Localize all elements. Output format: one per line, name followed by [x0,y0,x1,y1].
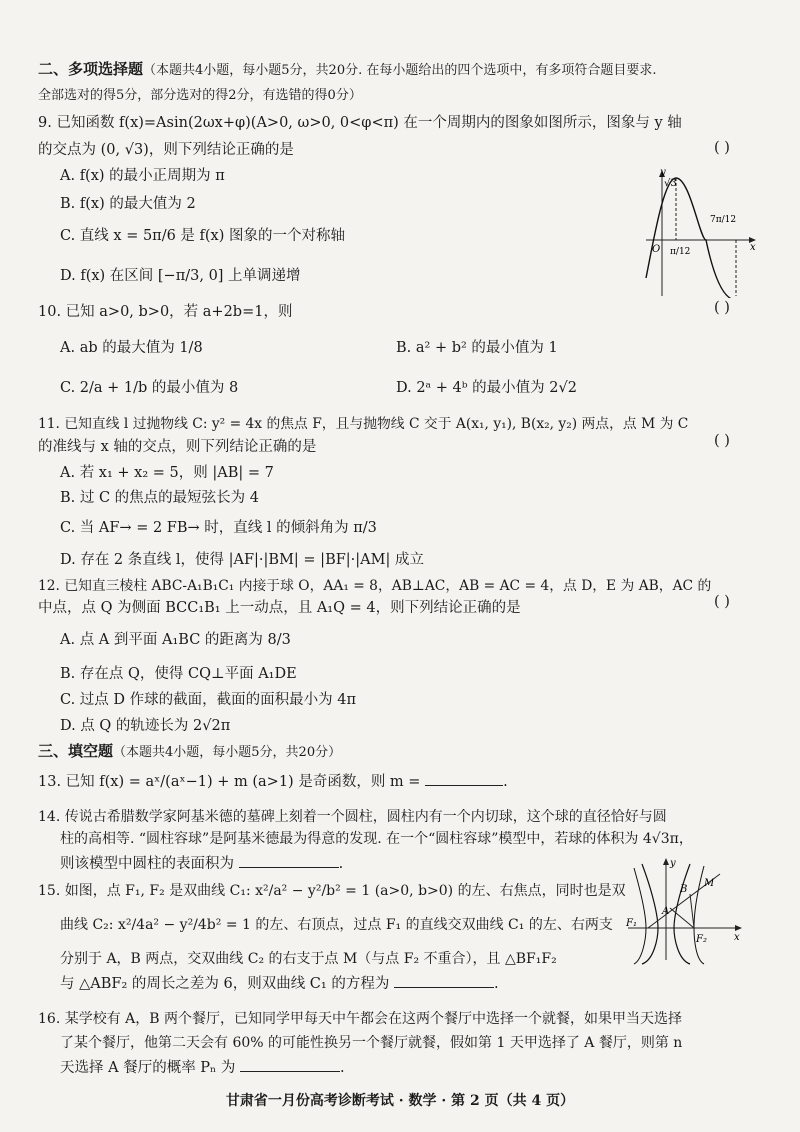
q9-label-sqrt3: √3 [664,178,677,189]
q15-line-3: 分别于 A，B 两点，交双曲线 C₂ 的右支于点 M（与点 F₂ 不重合），且 △BF₁F₂ [60,951,557,967]
q16-line-2: 了某个餐厅，他第二天会有 60% 的可能性换另一个餐厅就餐，假如第 1 天甲选择了 A 餐厅，则第 n [60,1035,683,1051]
q9-option-d: D. f(x) 在区间 [−π/3, 0] 上单调递增 [60,268,301,284]
q9-option-b: B. f(x) 的最大值为 2 [60,196,196,212]
q16-end: . [340,1060,345,1076]
q12-option-a: A. 点 A 到平面 A₁BC 的距离为 8/3 [60,632,291,648]
q14-end: . [338,856,344,872]
q15-line-2: 曲线 C₂: x²/4a² − y²/4b² = 1 的左、右顶点，过点 F₁ 的直线交双曲线 C₁ 的左、右两支 [60,917,613,933]
q15-line-4: 与 △ABF₂ 的周长之差为 6，则双曲线 C₁ 的方程为 [60,976,390,992]
q13-answer-blank[interactable] [425,785,503,786]
section3-header [38,740,341,761]
q9-curve [646,178,736,298]
q15-line-1: 15. 如图，点 F₁, F₂ 是双曲线 C₁: x²/a² − y²/b² = 1 (a>0, b>0) 的左、右焦点，同时也是双 [38,883,626,899]
q9-option-c: C. 直线 x = 5π/6 是 f(x) 图象的一个对称轴 [60,228,346,244]
q9-option-a: A. f(x) 的最小正周期为 π [60,168,225,184]
q11-answer-paren: ( ) [714,433,730,449]
q15-line-BF2 [690,894,694,928]
q12-option-d: D. 点 Q 的轨迹长为 2√2π [60,718,231,734]
q10-option-a: A. ab 的最大值为 1/8 [60,340,203,356]
q15-x-arrow [735,925,742,931]
q15-end: . [493,976,499,992]
q9-label-origin: O [652,244,661,255]
q11-stem-2: 的准线与 x 轴的交点，则下列结论正确的是 [38,439,317,455]
q11-option-d: D. 存在 2 条直线 l，使得 |AF|·|BM| = |BF|·|AM| 成立 [60,552,424,568]
q15-y-arrow [663,858,669,865]
q13-line [38,770,508,791]
q15-line-4-wrap [60,972,499,993]
q16-answer-blank[interactable] [240,1071,340,1072]
q16-line-3-wrap [60,1056,345,1077]
q15-c1-right [674,864,690,964]
q14-answer-blank[interactable] [239,867,339,868]
q10-stem: 10. 已知 a>0, b>0，若 a+2b=1，则 [38,304,293,320]
q12-answer-paren: ( ) [714,594,730,610]
section2-header [38,58,657,79]
q15-c2-right [694,866,704,964]
q9-sine-graph [640,168,760,298]
q10-answer-paren: ( ) [714,300,730,316]
q15-label-x: x [734,932,740,943]
q14-line-3: 则该模型中圆柱的表面积为 [60,856,234,872]
q9-label-7pi12: 7π/12 [710,215,737,225]
q9-label-pi12: π/12 [670,247,691,257]
q9-label-x: x [750,242,756,253]
q11-stem-1: 11. 已知直线 l 过抛物线 C: y² = 4x 的焦点 F，且与抛物线 C 交于 A(x₁, y₁), B(x₂, y₂) 两点，点 M 为 C [38,416,689,432]
q14-line-3-wrap [60,852,343,873]
q10-option-b: B. a² + b² 的最小值为 1 [396,340,558,356]
q11-option-a: A. 若 x₁ + x₂ = 5，则 |AB| = 7 [60,465,274,481]
section2-title: 二、多项选择题 [38,60,144,78]
q9-stem-1: 9. 已知函数 f(x)=Asin(2ωx+φ)(A>0, ω>0, 0<φ<π) 在一个周期内的图象如图所示，图象与 y 轴 [38,115,682,131]
q16-line-3: 天选择 A 餐厅的概率 Pₙ 为 [60,1060,236,1076]
q12-option-b: B. 存在点 Q，使得 CQ⊥平面 A₁DE [60,666,297,682]
q15-label-A: A [662,906,670,917]
q15-hyperbola-graph [624,856,748,966]
q9-label-y: y [660,168,666,178]
q15-label-F2: F₂ [696,934,707,945]
section3-desc: （本题共4小题，每小题5分，共20分） [113,745,342,760]
q13-end: . [503,774,508,790]
q11-option-c: C. 当 AF→ = 2 FB→ 时，直线 l 的倾斜角为 π/3 [60,520,377,536]
q13-text: 13. 已知 f(x) = aˣ/(aˣ−1) + m (a>1) 是奇函数，则 m = [38,774,421,790]
q14-line-1: 14. 传说古希腊数学家阿基米德的墓碑上刻着一个圆柱，圆柱内有一个内切球，这个球的直径恰好与圆 [38,809,667,825]
section3-title: 三、填空题 [38,742,114,760]
q11-option-b: B. 过 C 的焦点的最短弦长为 4 [60,490,260,506]
section2-desc: （本题共4小题，每小题5分，共20分. 在每小题给出的四个选项中，有多项符合题目要求. [143,63,657,78]
page-footer: 甘肃省一月份高考诊断考试 · 数学 · 第 2 页（共 4 页） [225,1093,575,1109]
q9-answer-paren: ( ) [714,140,730,156]
q10-option-c: C. 2/a + 1/b 的最小值为 8 [60,380,239,396]
q15-label-M: M [704,878,715,889]
q9-stem-2: 的交点为 (0, √3)，则下列结论正确的是 [38,142,294,158]
q15-label-y: y [670,858,676,869]
q15-answer-blank[interactable] [394,987,494,988]
q14-line-2: 柱的高相等. “圆柱容球”是阿基米德最为得意的发现. 在一个“圆柱容球”模型中，若球的体积为 4√3π， [60,831,693,847]
q12-option-c: C. 过点 D 作球的截面，截面的面积最小为 4π [60,692,357,708]
q15-c2-left [634,868,646,964]
q16-line-1: 16. 某学校有 A，B 两个餐厅，已知同学甲每天中午都会在这两个餐厅中选择一个就餐，如果甲当天选择 [38,1011,683,1027]
q10-option-d: D. 2ᵃ + 4ᵇ 的最小值为 2√2 [396,380,577,396]
section2-desc-2: 全部选对的得5分，部分选对的得2分，有选错的得0分） [38,88,362,103]
q15-label-B: B [680,884,688,895]
q15-label-F1: F₁ [626,918,637,929]
q12-stem-2: 中点，点 Q 为侧面 BCC₁B₁ 上一动点，且 A₁Q = 4，则下列结论正确的是 [38,600,521,616]
q12-stem-1: 12. 已知直三棱柱 ABC-A₁B₁C₁ 内接于球 O，AA₁ = 8，AB⊥AC，AB = AC = 4，点 D，E 为 AB，AC 的 [38,578,712,594]
